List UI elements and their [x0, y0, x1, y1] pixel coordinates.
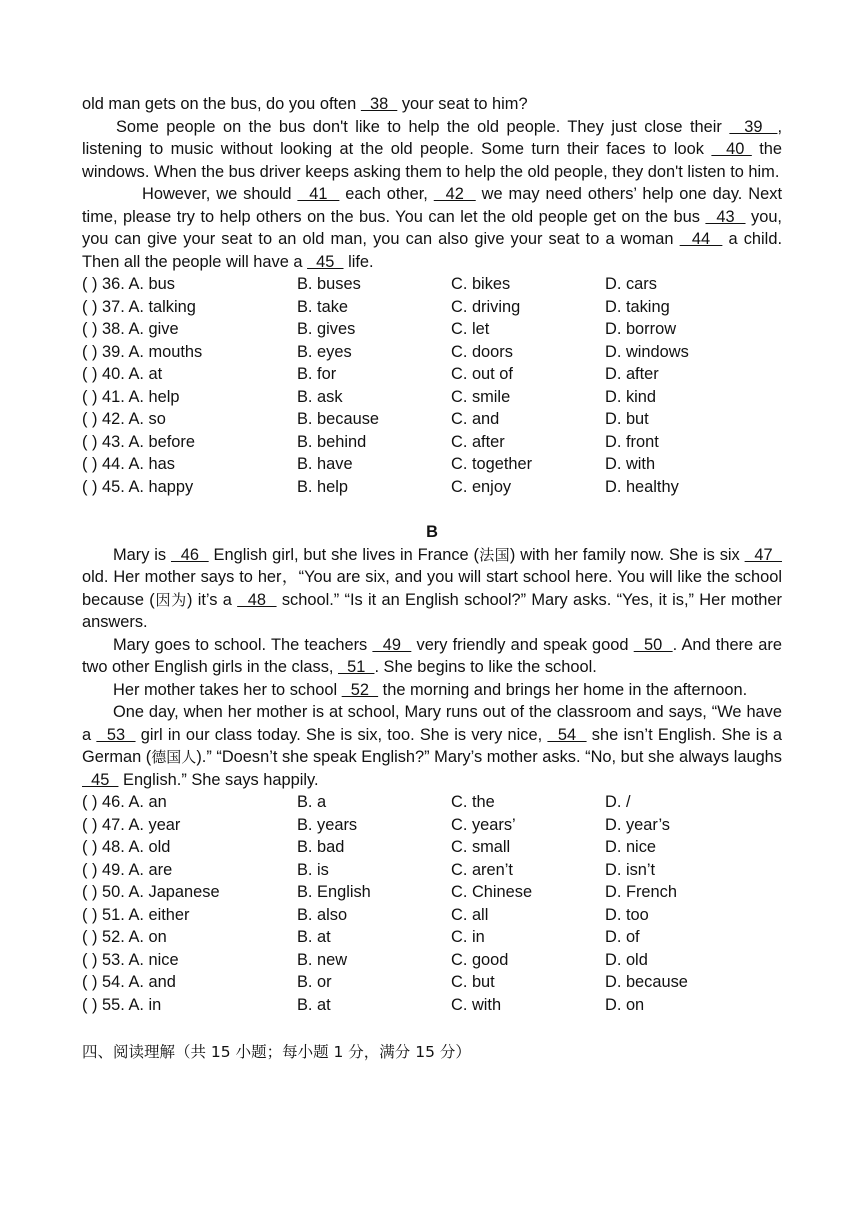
option-b: B. buses: [297, 275, 361, 293]
text: , listening to music without looking at the old people. Some turn their faces to look: [82, 117, 782, 158]
option-row-43: [82, 431, 782, 454]
option-d: D. nice: [605, 838, 657, 856]
option-a: ( ) 55. A. in: [82, 995, 162, 1014]
chinese-gloss: 因为: [154, 590, 187, 609]
option-d: D. after: [605, 365, 659, 383]
option-d: D. on: [605, 995, 645, 1014]
blank-40: 40: [711, 140, 752, 158]
chinese-gloss: 德国人: [151, 748, 197, 766]
option-a: ( ) 41. A. help: [82, 387, 180, 406]
text: each other,: [339, 185, 434, 203]
option-c: C. out of: [451, 365, 513, 383]
option-b: B. or: [297, 973, 332, 991]
option-c: C. smile: [451, 387, 511, 406]
option-b: B. at: [297, 928, 331, 946]
option-row-48: [82, 836, 782, 859]
option-b: B. have: [297, 455, 353, 473]
option-c: C. Chinese: [451, 883, 533, 901]
option-a: ( ) 47. A. year: [82, 815, 181, 834]
option-row-41: [82, 386, 782, 409]
option-a: ( ) 54. A. and: [82, 973, 176, 991]
text: the morning and brings her home in the afternoon.: [378, 680, 748, 699]
blank-39: 39: [729, 117, 778, 136]
text: you, you can give your seat to an old man, you can also give your seat to a woman: [82, 207, 782, 248]
blank-41: 41: [297, 185, 340, 203]
blank-38: 38: [360, 95, 398, 113]
options-b: [82, 791, 782, 1016]
option-row-37: [82, 296, 782, 319]
passage-b-paragraph-1: [82, 544, 782, 634]
option-c: C. all: [451, 905, 489, 924]
blank-42: 42: [433, 185, 476, 203]
option-row-53: [82, 949, 782, 972]
option-c: C. bikes: [451, 275, 511, 293]
text: life.: [343, 252, 374, 271]
option-a: ( ) 38. A. give: [82, 320, 179, 338]
option-c: C. with: [451, 995, 502, 1014]
option-d: D. too: [605, 905, 649, 924]
text: Mary is: [113, 545, 171, 564]
option-c: C. aren’t: [451, 860, 513, 879]
option-a: ( ) 48. A. old: [82, 838, 171, 856]
option-c: C. in: [451, 928, 485, 946]
option-b: B. because: [297, 410, 380, 428]
section-b-title: B: [426, 523, 438, 541]
blank-46: 46: [170, 545, 209, 564]
option-b: B. ask: [297, 387, 343, 406]
option-row-38: [82, 318, 782, 341]
option-d: D. taking: [605, 297, 670, 316]
option-row-44: [82, 453, 782, 476]
option-b: B. years: [297, 815, 358, 834]
option-b: B. eyes: [297, 342, 352, 361]
option-a: ( ) 52. A. on: [82, 928, 167, 946]
option-d: D. windows: [605, 342, 689, 361]
option-c: C. and: [451, 410, 500, 428]
text: girl in our class today. She is six, too. She is very nice,: [135, 725, 548, 744]
blank-54: 54: [547, 725, 587, 744]
option-c: C. enjoy: [451, 477, 512, 496]
option-row-54: [82, 971, 782, 994]
option-a: ( ) 53. A. nice: [82, 950, 179, 969]
blank-43: 43: [705, 207, 746, 226]
blank-47: 47: [744, 545, 782, 564]
blank-52: 52: [341, 680, 379, 699]
option-d: D. old: [605, 950, 648, 969]
option-a: ( ) 42. A. so: [82, 410, 166, 428]
option-d: D. kind: [605, 387, 657, 406]
option-row-52: [82, 926, 782, 949]
passage-b-paragraph-3: [82, 679, 782, 702]
option-c: C. let: [451, 320, 490, 338]
option-a: ( ) 50. A. Japanese: [82, 883, 220, 901]
option-d: D. cars: [605, 275, 657, 293]
text: we may need others’ help one day. Next time, please try to help others on the bus. You can let the old people get on the bus: [82, 185, 782, 226]
option-b: B. take: [297, 297, 349, 316]
options-a: [82, 273, 782, 498]
option-c: C. small: [451, 838, 511, 856]
chinese-gloss: 法国: [478, 545, 510, 564]
exam-page: [82, 93, 782, 1064]
option-a: ( ) 49. A. are: [82, 860, 173, 879]
passage-b-paragraph-2: [82, 634, 782, 679]
option-a: ( ) 36. A. bus: [82, 275, 175, 293]
option-a: ( ) 51. A. either: [82, 905, 190, 924]
option-a: ( ) 43. A. before: [82, 432, 195, 451]
option-d: D. healthy: [605, 477, 679, 496]
text: old man gets on the bus, do you often: [82, 95, 361, 113]
text: ).” “Doesn’t she speak English?” Mary’s mother asks. “No, but she always laughs: [196, 748, 782, 766]
text: ) it’s a: [186, 590, 238, 609]
option-d: D. year’s: [605, 815, 670, 834]
text: old. Her mother says to her，: [82, 568, 299, 586]
passage-a-paragraph-0: [82, 93, 782, 116]
option-b: B. gives: [297, 320, 356, 338]
option-c: C. the: [451, 793, 495, 811]
text: she isn’t English. She is a German (: [82, 725, 782, 766]
option-b: B. is: [297, 860, 329, 879]
option-c: C. after: [451, 432, 505, 451]
option-c: C. together: [451, 455, 533, 473]
blank-51: 51: [338, 658, 375, 676]
option-b: B. also: [297, 905, 348, 924]
option-row-50: [82, 881, 782, 904]
text: the windows. When the bus driver keeps asking them to help the old people, they don't listen to him.: [82, 140, 782, 181]
option-a: ( ) 45. A. happy: [82, 477, 194, 496]
text: One day, when her mother is at school, Mary runs out of the classroom and says, “We have a: [82, 703, 782, 744]
option-row-55: [82, 994, 782, 1017]
passage-b-paragraph-4: [82, 701, 782, 791]
text: Mary goes to school. The teachers: [113, 635, 373, 654]
option-row-39: [82, 341, 782, 364]
option-row-47: [82, 814, 782, 837]
option-d: D. French: [605, 883, 677, 901]
option-row-42: [82, 408, 782, 431]
option-a: ( ) 46. A. an: [82, 793, 167, 811]
text: English.” She says happily.: [118, 770, 319, 789]
option-row-49: [82, 859, 782, 882]
option-row-40: [82, 363, 782, 386]
passage-a-paragraph-2: [82, 183, 782, 273]
option-c: C. years’: [451, 815, 516, 834]
option-row-46: [82, 791, 782, 814]
option-d: D. front: [605, 432, 659, 451]
option-b: B. bad: [297, 838, 345, 856]
option-c: C. driving: [451, 297, 521, 316]
text: . She begins to like the school.: [374, 658, 597, 676]
text: However, we should: [142, 185, 298, 203]
blank-50: 50: [633, 635, 673, 654]
option-b: B. help: [297, 477, 349, 496]
option-c: C. but: [451, 973, 495, 991]
option-d: D. of: [605, 928, 640, 946]
option-b: B. behind: [297, 432, 367, 451]
option-c: C. good: [451, 950, 509, 969]
blank-53: 53: [96, 725, 136, 744]
text: ) with her family now. She is six: [509, 545, 745, 564]
text: “You are six, and you will start school here. You will like the school because (: [82, 568, 782, 609]
option-d: D. isn’t: [605, 860, 656, 879]
section-four-title: 四、阅读理解（共 15 小题；每小题 1 分，满分 15 分）: [82, 1043, 471, 1061]
blank-48: 48: [237, 590, 277, 609]
option-b: B. English: [297, 883, 371, 901]
text: Her mother takes her to school: [113, 680, 342, 699]
option-b: B. a: [297, 793, 327, 811]
option-d: D. borrow: [605, 320, 677, 338]
blank-49: 49: [372, 635, 412, 654]
option-a: ( ) 39. A. mouths: [82, 342, 203, 361]
blank-44: 44: [679, 230, 723, 248]
blank-55: 45: [82, 770, 119, 789]
option-c: C. doors: [451, 342, 513, 361]
option-a: ( ) 40. A. at: [82, 365, 163, 383]
text: very friendly and speak good: [411, 635, 634, 654]
text: your seat to him?: [397, 95, 528, 113]
option-b: B. for: [297, 365, 337, 383]
option-b: B. new: [297, 950, 348, 969]
option-row-51: [82, 904, 782, 927]
option-row-36: [82, 273, 782, 296]
option-d: D. with: [605, 455, 656, 473]
option-row-45: [82, 476, 782, 499]
passage-a-paragraph-1: [82, 116, 782, 184]
blank-45: 45: [307, 252, 344, 271]
option-d: D. but: [605, 410, 649, 428]
option-b: B. at: [297, 995, 331, 1014]
option-a: ( ) 44. A. has: [82, 455, 175, 473]
text: a child. Then all the people will have a: [82, 230, 782, 271]
option-d: D. because: [605, 973, 688, 991]
option-a: ( ) 37. A. talking: [82, 297, 196, 316]
text: Some people on the bus don't like to help the old people. They just close their: [116, 117, 730, 136]
text: English girl, but she lives in France (: [208, 545, 479, 564]
text: . And there are two other English girls in the class,: [82, 635, 782, 676]
option-d: D. /: [605, 793, 631, 811]
text: school.” “Is it an English school?” Mary asks. “Yes, it is,” Her mother answers.: [82, 590, 782, 631]
